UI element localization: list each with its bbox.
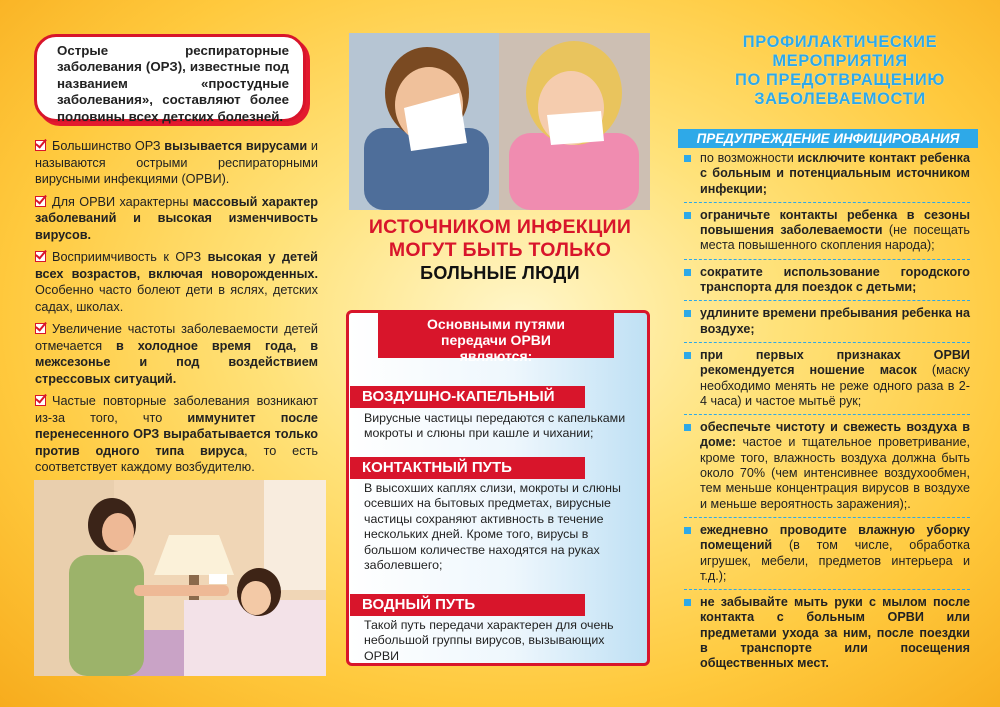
bullet-square-icon <box>684 310 691 317</box>
headline-line2: МОГУТ БЫТЬ ТОЛЬКО <box>388 239 612 261</box>
route-contact-heading: КОНТАКТНЫЙ ПУТЬ <box>350 457 585 479</box>
photo-mother-child <box>34 480 326 676</box>
prevention-item: удлините времени пребывания ребенка на воздухе; <box>684 306 970 343</box>
prevention-item: ограничьте контакты ребенка в сезоны повышения заболеваемости (не посещать места повышенного скопления народа); <box>684 208 970 260</box>
headline-line3: БОЛЬНЫЕ ЛЮДИ <box>420 263 580 283</box>
prevention-item: при первых признаках ОРВИ рекомендуется ношение масок (маску необходимо менять не реже одного раза в 2-4 часа) и частое мытьё рук; <box>684 348 970 415</box>
checkbox-icon <box>35 196 46 207</box>
route-airborne-text: Вирусные частицы передаются с капельками мокроты и слюны при кашле и чихании; <box>364 411 626 441</box>
prevention-item: сократите использование городского транспорта для поездок с детьми; <box>684 265 970 302</box>
bullet-square-icon <box>684 352 691 359</box>
facts-list <box>35 138 318 482</box>
intro-text: Острые респираторные заболевания (ОРЗ), известные под названием «простудные заболевания», составляют более половины всех детских болезней. <box>57 43 289 124</box>
headline-line1: ИСТОЧНИКОМ ИНФЕКЦИИ <box>368 216 632 238</box>
prevention-subtitle-band: ПРЕДУПРЕЖДЕНИЕ ИНФИЦИРОВАНИЯ <box>678 129 978 148</box>
checkbox-icon <box>35 323 46 334</box>
transmission-routes-title: Основными путями передачи ОРВИ являются: <box>378 313 614 358</box>
fact-item: Увеличение частоты заболеваемости детей отмечается в холодное время года, в межсезонье и под воздействием стрессовых ситуаций. <box>35 322 319 386</box>
fact-item: Большинство ОРЗ вызывается вирусами и называются острыми респираторными вирусными инфекциями (ОРВИ). <box>35 139 318 186</box>
prevention-title: ПРОФИЛАКТИЧЕСКИЕ МЕРОПРИЯТИЯ ПО ПРЕДОТВРАЩЕНИЮ ЗАБОЛЕВАЕМОСТИ <box>734 33 945 108</box>
fact-item: Восприимчивость к ОРЗ высокая у детей всех возрастов, включая новорожденных. Особенно часто болеют дети в яслях, детских садах, школах. <box>35 250 318 314</box>
bullet-square-icon <box>684 212 691 219</box>
bullet-square-icon <box>684 599 691 606</box>
route-water-text: Такой путь передачи характерен для очень небольшой группы вирусов, вызывающих ОРВИ <box>364 618 614 663</box>
bullet-square-icon <box>684 527 691 534</box>
fact-item: Для ОРВИ характерны массовый характер заболеваний и высокая изменчивость вирусов. <box>35 194 319 242</box>
prevention-item: не забывайте мыть руки с мылом после контакта с больным ОРВИ или предметами ухода за ним, после поездки в транспорте или посещения общественных мест. <box>684 595 970 676</box>
photo-mother-child-illustration <box>34 480 326 676</box>
photo-sick-children-illustration <box>349 33 650 210</box>
checkbox-icon <box>35 251 46 262</box>
prevention-item: ежедневно проводите влажную уборку помещений (в том числе, обработка игрушек, мебели, предметов интерьера и т.д.); <box>684 523 970 590</box>
checkbox-icon <box>35 395 46 406</box>
photo-sick-children <box>349 33 650 210</box>
prevention-item: по возможности исключите контакт ребенка с больным и потенциальным источником инфекции; <box>684 151 970 203</box>
route-water-heading: ВОДНЫЙ ПУТЬ <box>350 594 585 616</box>
bullet-square-icon <box>684 424 691 431</box>
route-airborne-heading: ВОЗДУШНО-КАПЕЛЬНЫЙ <box>350 386 585 408</box>
intro-box <box>34 34 306 122</box>
prevention-item: обеспечьте чистоту и свежесть воздуха в доме: частое и тщательное проветривание, кроме того, влажность воздуха должна быть около 70% (чем интенсивнее воздухообмен, тем меньше концентрация вирусов в воздухе и меньше вероятность заражения);. <box>684 420 970 518</box>
prevention-list <box>684 151 970 682</box>
infection-source-headline <box>350 216 650 285</box>
fact-item: Частые повторные заболевания возникают из-за того, что иммунитет после перенесенного ОРЗ вырабатывается только против одного типа вируса, то есть соответствует каждому возбудителю. <box>35 394 318 474</box>
bullet-square-icon <box>684 155 691 162</box>
bullet-square-icon <box>684 269 691 276</box>
checkbox-icon <box>35 140 46 151</box>
route-contact-text: В высохших каплях слизи, мокроты и слюны осевших на бытовых предметах, вирусные частицы сохраняют активность в течение нескольких дней. Кроме того, вирусы в большом количестве находятся на руках заболевшего; <box>364 481 621 573</box>
